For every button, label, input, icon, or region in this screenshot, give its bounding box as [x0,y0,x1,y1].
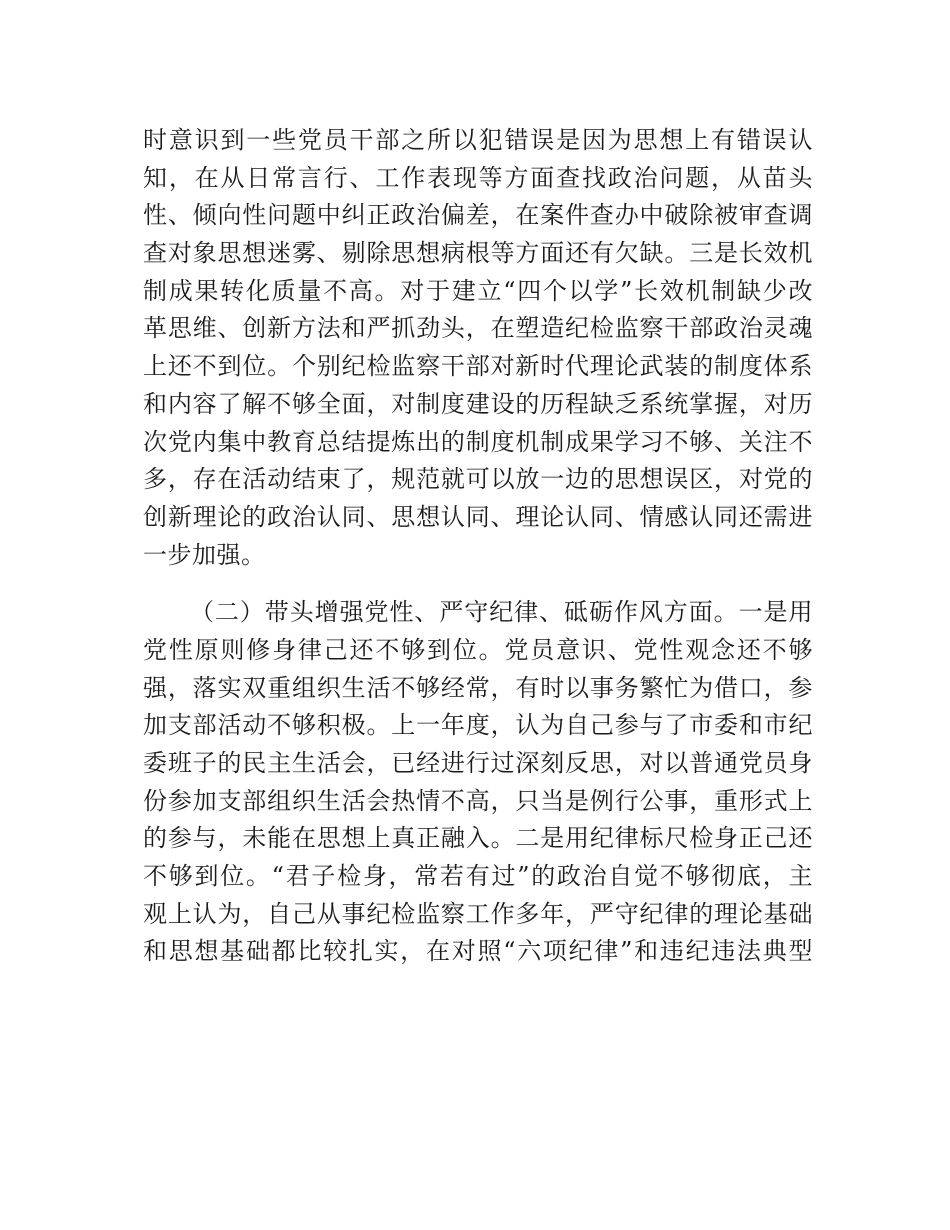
paragraph-line: 观上认为，自己从事纪检监察工作多年，严守纪律的理论基础 [143,899,813,928]
paragraph-line: 次党内集中教育总结提炼出的制度机制成果学习不够、关注不 [143,427,813,456]
paragraph-line: 知，在从日常言行、工作表现等方面查找政治问题，从苗头 [143,163,813,192]
paragraph-line: 加支部活动不够积极。上一年度，认为自己参与了市委和市纪 [143,711,813,740]
paragraph-line: 性、倾向性问题中纠正政治偏差，在案件查办中破除被审查调 [143,201,813,230]
paragraph-line: 党性原则修身律己还不够到位。党员意识、党性观念还不够 [143,635,813,664]
paragraph-line: 创新理论的政治认同、思想认同、理论认同、情感认同还需进 [143,502,813,531]
paragraph-line: 和内容了解不够全面，对制度建设的历程缺乏系统掌握，对历 [143,389,813,418]
paragraph-line: 上还不到位。个别纪检监察干部对新时代理论武装的制度体系 [143,352,813,381]
paragraph-line: 多，存在活动结束了，规范就可以放一边的思想误区，对党的 [143,465,813,494]
paragraph-line: 强，落实双重组织生活不够经常，有时以事务繁忙为借口，参 [143,673,813,702]
paragraph-line: 革思维、创新方法和严抓劲头，在塑造纪检监察干部政治灵魂 [143,314,813,343]
paragraph-line: 的参与，未能在思想上真正融入。二是用纪律标尺检身正己还 [143,824,813,853]
paragraph-2 [143,594,813,971]
paragraph-line: 份参加支部组织生活会热情不高，只当是例行公事，重形式上 [143,786,813,815]
paragraph-spacer [143,574,813,594]
paragraph-line: （二）带头增强党性、严守纪律、砥砺作风方面。一是用 [190,598,813,627]
document-body [143,122,813,971]
paragraph-line: 查对象思想迷雾、剔除思想病根等方面还有欠缺。三是长效机 [143,239,813,268]
paragraph-1 [143,122,813,574]
paragraph-line: 制成果转化质量不高。对于建立“四个以学”长效机制缺少改 [143,276,813,305]
paragraph-line: 时意识到一些党员干部之所以犯错误是因为思想上有错误认 [143,126,813,154]
paragraph-line: 委班子的民主生活会，已经进行过深刻反思，对以普通党员身 [143,749,813,777]
paragraph-line: 一步加强。 [143,540,266,569]
paragraph-line: 不够到位。“君子检身，常若有过”的政治自觉不够彻底，主 [143,862,813,891]
paragraph-line: 和思想基础都比较扎实，在对照“六项纪律”和违纪违法典型 [143,937,813,966]
